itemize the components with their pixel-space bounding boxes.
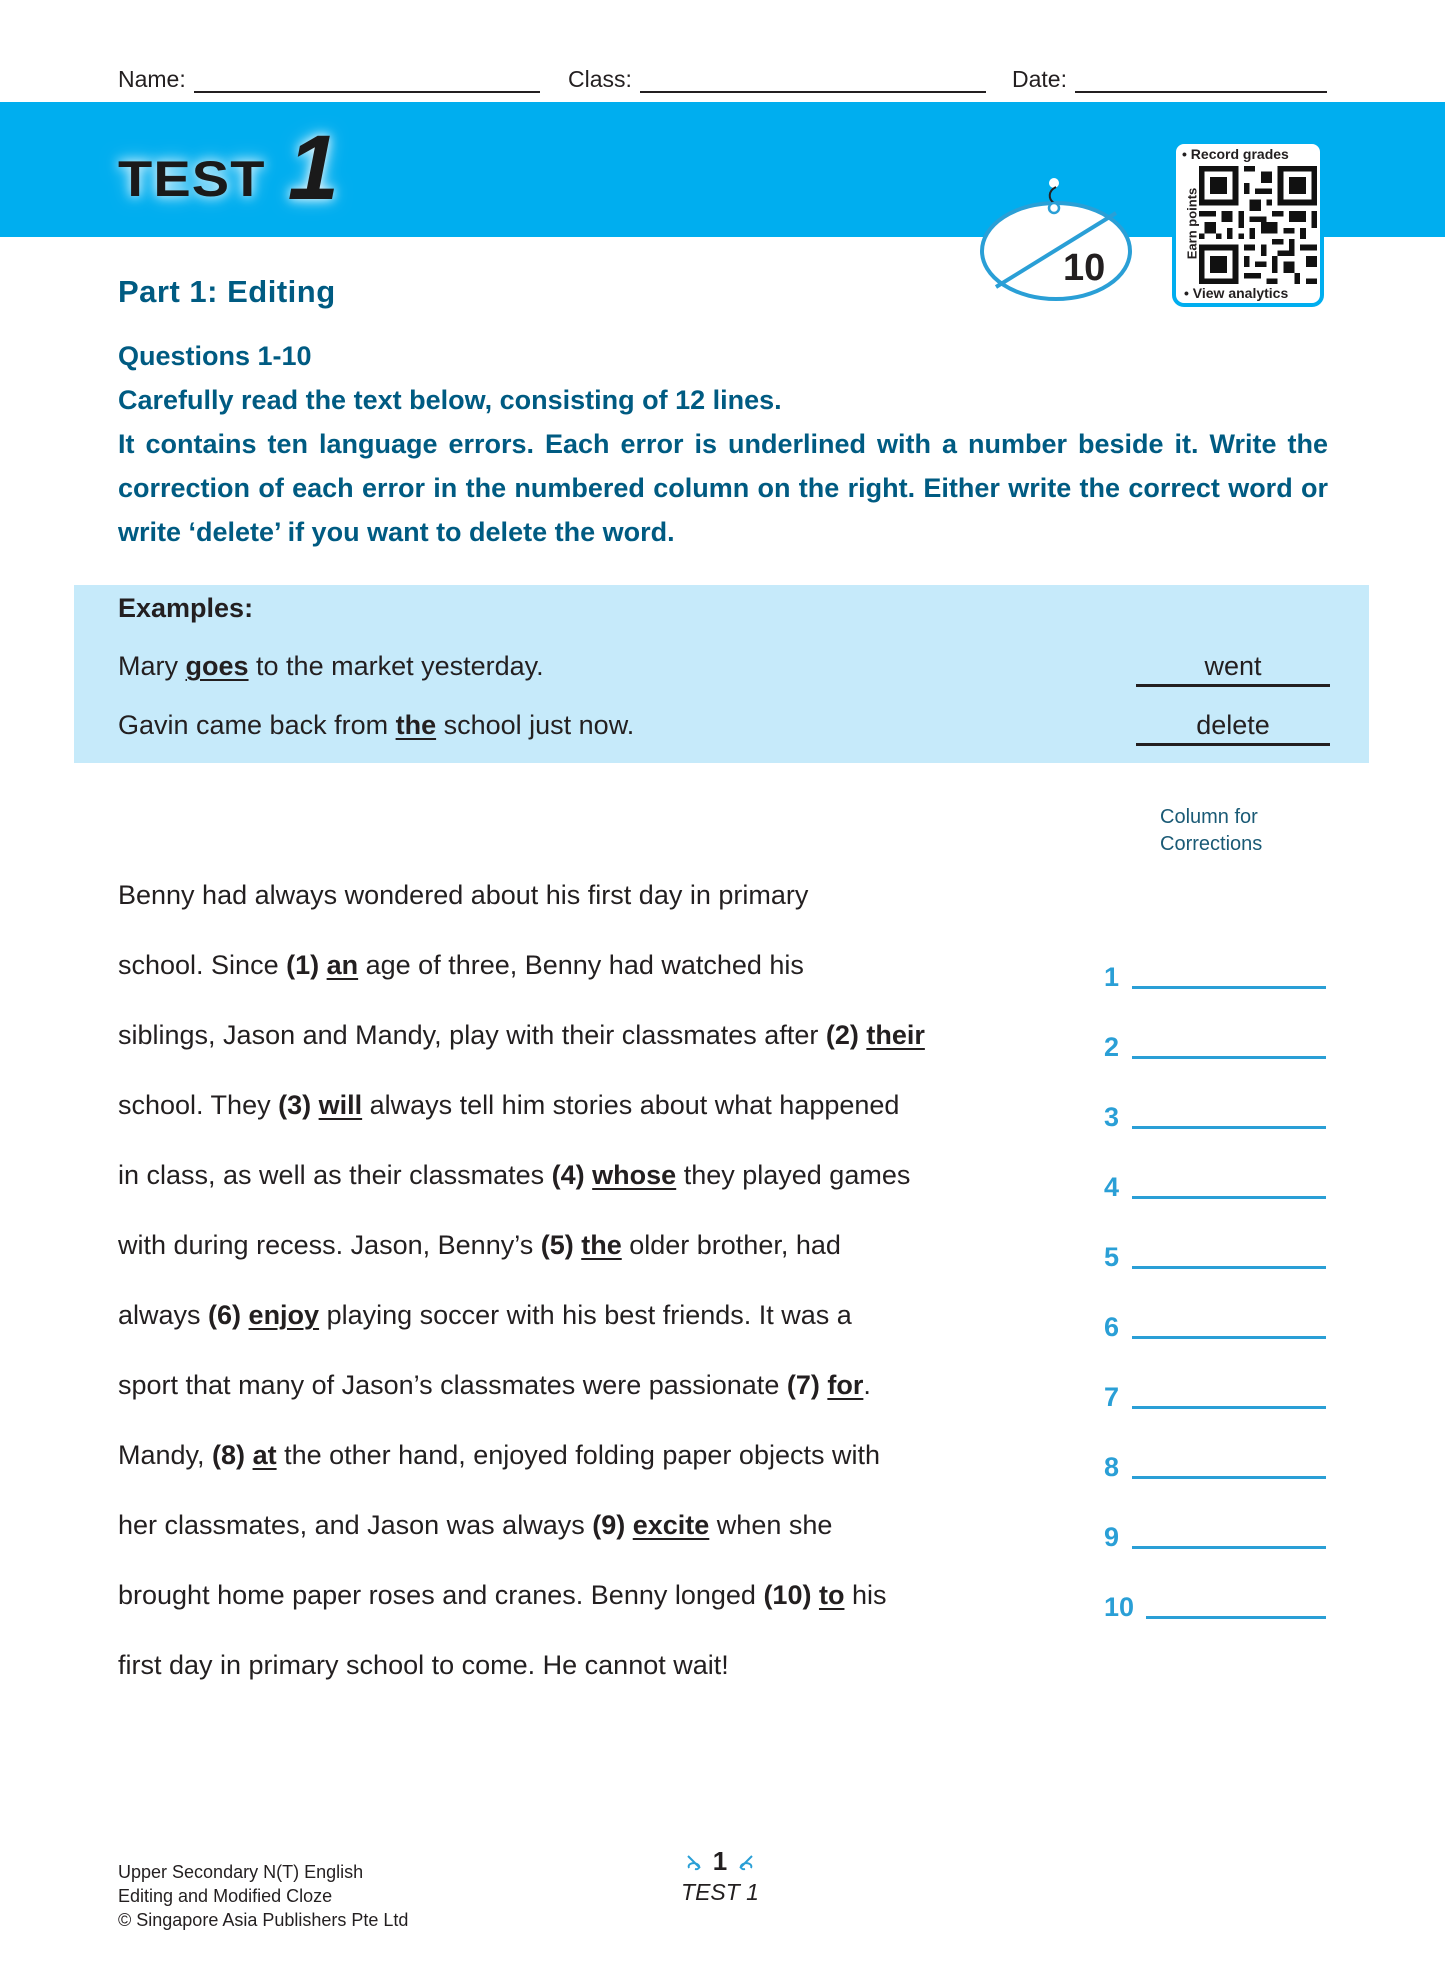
passage-line (118, 1020, 925, 1051)
error-word: excite (632, 1510, 710, 1540)
line-text: when she (709, 1510, 833, 1540)
answer-number: 7 (1104, 1382, 1120, 1412)
correction-answer-4[interactable] (1104, 1172, 1326, 1203)
line-text: school. They (118, 1090, 279, 1120)
error-word: will (318, 1090, 363, 1120)
line-text: in class, as well as their classmates (118, 1160, 552, 1190)
answer-line[interactable] (1132, 1319, 1326, 1339)
score-tag (978, 175, 1134, 305)
footer-book-title: Upper Secondary N(T) English (118, 1862, 364, 1882)
name-field[interactable] (118, 66, 540, 93)
decorative-swirl-left-icon (685, 1852, 705, 1872)
correction-answer-2[interactable] (1104, 1032, 1326, 1063)
answer-number: 3 (1104, 1102, 1120, 1132)
error-number: (6) (208, 1300, 242, 1330)
correction-answer-3[interactable] (1104, 1102, 1326, 1133)
example-answer: went (1136, 651, 1330, 687)
error-word: at (252, 1440, 277, 1470)
line-text: with during recess. Jason, Benny’s (118, 1230, 541, 1260)
answer-line[interactable] (1132, 1039, 1326, 1059)
answer-number: 8 (1104, 1452, 1120, 1482)
correction-answer-10[interactable] (1104, 1592, 1326, 1623)
passage-line (118, 1230, 841, 1261)
answer-line[interactable] (1132, 1249, 1326, 1269)
correction-answer-5[interactable] (1104, 1242, 1326, 1273)
example-text: Gavin came back from (118, 710, 396, 740)
test-word: TEST (118, 151, 266, 207)
example-error-word: the (395, 710, 437, 740)
footer-credits (118, 1860, 408, 1932)
error-number: (7) (786, 1370, 820, 1400)
line-text: playing soccer with his best friends. It was a (319, 1300, 852, 1330)
instruction-errors: It contains ten language errors. Each error is underlined with a number beside it. Write the correction of each error in the numbered column on the right. Either write the correct word or write ‘delete’ if you want to delete the word. (118, 429, 1328, 547)
test-title (118, 117, 339, 219)
error-number: (8) (212, 1440, 246, 1470)
answer-line[interactable] (1132, 1179, 1326, 1199)
error-word: their (866, 1020, 925, 1050)
error-word: enjoy (248, 1300, 320, 1330)
line-text: always (118, 1300, 209, 1330)
example-row (118, 651, 1330, 682)
line-text: always tell him stories about what happened (362, 1090, 900, 1120)
answer-number: 6 (1104, 1312, 1120, 1342)
error-number: (3) (278, 1090, 312, 1120)
decorative-swirl-right-icon (735, 1852, 755, 1872)
error-word: to (818, 1580, 845, 1610)
examples-heading: Examples: (118, 593, 254, 623)
answer-line[interactable] (1146, 1599, 1326, 1619)
qr-earn-points: Earn points (1184, 187, 1200, 260)
answer-number: 9 (1104, 1522, 1120, 1552)
answer-line[interactable] (1132, 1459, 1326, 1479)
page-label: TEST 1 (681, 1879, 759, 1905)
error-word: whose (592, 1160, 677, 1190)
questions-range: Questions 1-10 (118, 341, 312, 371)
class-blank-line[interactable] (640, 71, 986, 93)
passage-line (118, 1650, 729, 1681)
example-row (118, 710, 1330, 741)
line-text: . (863, 1370, 871, 1400)
footer-book-subtitle: Editing and Modified Cloze (118, 1886, 333, 1906)
page-number: 1 (712, 1846, 728, 1876)
example-error-word: goes (185, 651, 249, 681)
class-field[interactable] (568, 66, 986, 93)
answer-line[interactable] (1132, 969, 1326, 989)
correction-answer-6[interactable] (1104, 1312, 1326, 1343)
answer-line[interactable] (1132, 1109, 1326, 1129)
footer-copyright: © Singapore Asia Publishers Pte Ltd (118, 1910, 409, 1930)
qr-view-analytics: • View analytics (1184, 285, 1289, 301)
instructions (118, 334, 1328, 554)
example-answer: delete (1136, 710, 1330, 746)
score-total: 10 (1063, 247, 1106, 289)
line-text: older brother, had (621, 1230, 841, 1260)
correction-answer-8[interactable] (1104, 1452, 1326, 1483)
page-indicator (680, 1846, 760, 1906)
passage-line (118, 1510, 832, 1541)
score-tag-icon (978, 175, 1134, 305)
examples-box (74, 585, 1369, 763)
example-text: to the market yesterday. (248, 651, 544, 681)
line-text: Benny had always wondered about his first day in primary (118, 880, 809, 910)
error-number: (4) (551, 1160, 585, 1190)
line-text: the other hand, enjoyed folding paper objects with (276, 1440, 880, 1470)
passage-line (118, 1090, 899, 1121)
error-word: the (581, 1230, 622, 1260)
student-info-fields (118, 66, 1328, 94)
error-word: for (827, 1370, 864, 1400)
corrections-label-line: Column for (1160, 806, 1258, 828)
qr-record-grades: • Record grades (1182, 146, 1289, 162)
answer-line[interactable] (1132, 1389, 1326, 1409)
corrections-label-line: Corrections (1160, 833, 1263, 855)
passage-line (118, 1580, 886, 1611)
corrections-column-label (1160, 804, 1262, 858)
line-text: siblings, Jason and Mandy, play with their classmates after (118, 1020, 826, 1050)
date-label: Date: (1012, 66, 1067, 92)
example-text: Mary (118, 651, 186, 681)
correction-answer-9[interactable] (1104, 1522, 1326, 1553)
name-label: Name: (118, 66, 186, 92)
passage-line (118, 1160, 910, 1191)
qr-card[interactable] (1172, 140, 1324, 307)
line-text: his (844, 1580, 887, 1610)
answer-line[interactable] (1132, 1529, 1326, 1549)
correction-answer-1[interactable] (1104, 962, 1326, 993)
class-label: Class: (568, 66, 632, 92)
line-text: they played games (676, 1160, 911, 1190)
answer-number: 10 (1104, 1592, 1135, 1622)
line-text: Mandy, (118, 1440, 213, 1470)
correction-answer-7[interactable] (1104, 1382, 1326, 1413)
answer-number: 1 (1104, 962, 1120, 992)
passage-line (118, 1300, 852, 1331)
line-text: her classmates, and Jason was always (118, 1510, 593, 1540)
answer-number: 5 (1104, 1242, 1120, 1272)
line-text: school. Since (118, 950, 287, 980)
error-number: (9) (592, 1510, 626, 1540)
error-number: (2) (825, 1020, 859, 1050)
passage-line (118, 880, 808, 911)
line-text: first day in primary school to come. He cannot wait! (118, 1650, 729, 1680)
answer-number: 2 (1104, 1032, 1120, 1062)
passage-line (118, 1440, 880, 1471)
instruction-read: Carefully read the text below, consisting of 12 lines. (118, 385, 782, 415)
example-text: school just now. (436, 710, 635, 740)
line-text: brought home paper roses and cranes. Benny longed (118, 1580, 764, 1610)
passage-line (118, 1370, 871, 1401)
line-text: age of three, Benny had watched his (358, 950, 804, 980)
answer-number: 4 (1104, 1172, 1120, 1202)
error-number: (5) (540, 1230, 574, 1260)
error-number: (10) (763, 1580, 812, 1610)
name-blank-line[interactable] (194, 71, 540, 93)
test-number: 1 (287, 117, 339, 219)
line-text: sport that many of Jason’s classmates were passionate (118, 1370, 787, 1400)
date-blank-line[interactable] (1075, 71, 1327, 93)
error-number: (1) (286, 950, 320, 980)
passage-line (118, 950, 804, 981)
part-title: Part 1: Editing (118, 274, 336, 309)
error-word: an (326, 950, 359, 980)
qr-code-icon[interactable] (1198, 166, 1318, 284)
date-field[interactable] (1012, 66, 1327, 93)
